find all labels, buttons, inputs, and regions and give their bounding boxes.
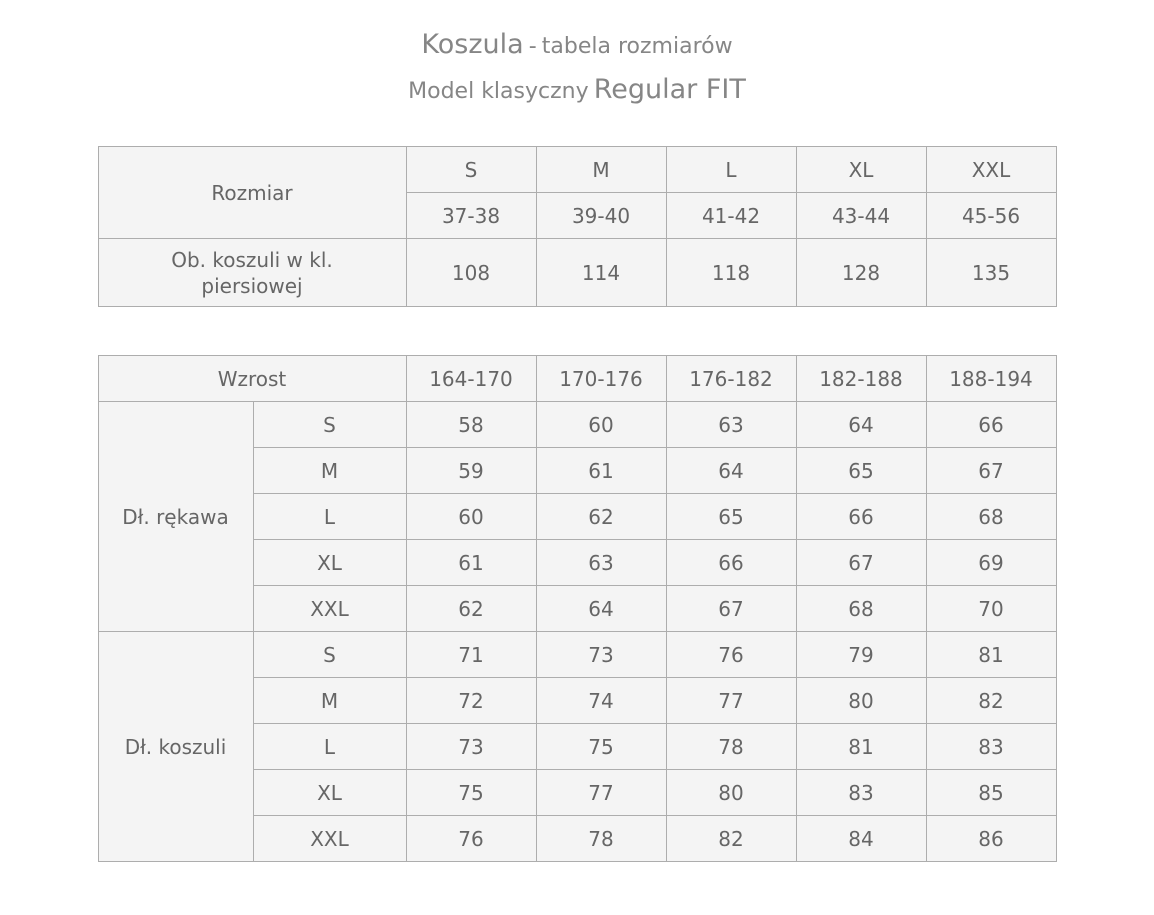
value-cell: 60 — [406, 494, 536, 540]
value-cell: 64 — [666, 448, 796, 494]
value-cell: 86 — [926, 816, 1056, 862]
wzrost-label-cell: Wzrost — [98, 356, 406, 402]
row-size-cell: M — [253, 678, 406, 724]
page-title-line-2 — [0, 69, 1154, 114]
chest-value-cell: 114 — [536, 239, 666, 307]
value-cell: 60 — [536, 402, 666, 448]
value-cell: 80 — [666, 770, 796, 816]
size-column-header: XL — [796, 147, 926, 193]
height-range-header: 176-182 — [666, 356, 796, 402]
collar-range-cell: 37-38 — [406, 193, 536, 239]
chest-value-cell: 108 — [406, 239, 536, 307]
value-cell: 69 — [926, 540, 1056, 586]
value-cell: 65 — [666, 494, 796, 540]
value-cell: 61 — [406, 540, 536, 586]
value-cell: 58 — [406, 402, 536, 448]
value-cell: 73 — [536, 632, 666, 678]
page-title-line-1 — [0, 24, 1154, 69]
height-range-header: 170-176 — [536, 356, 666, 402]
row-size-cell: XXL — [253, 586, 406, 632]
height-range-header: 164-170 — [406, 356, 536, 402]
value-cell: 68 — [796, 586, 926, 632]
value-cell: 81 — [926, 632, 1056, 678]
value-cell: 76 — [666, 632, 796, 678]
value-cell: 82 — [666, 816, 796, 862]
value-cell: 77 — [666, 678, 796, 724]
size-column-header: M — [536, 147, 666, 193]
value-cell: 64 — [536, 586, 666, 632]
height-range-header: 188-194 — [926, 356, 1056, 402]
value-cell: 75 — [536, 724, 666, 770]
value-cell: 74 — [536, 678, 666, 724]
rozmiar-label-cell: Rozmiar — [98, 147, 406, 239]
value-cell: 66 — [796, 494, 926, 540]
table-row — [98, 356, 1056, 402]
size-column-header: L — [666, 147, 796, 193]
title-separator: - — [528, 34, 537, 59]
value-cell: 75 — [406, 770, 536, 816]
measurements-table-body — [98, 402, 1056, 862]
section-label-cell: Dł. rękawa — [98, 402, 253, 632]
page-title — [0, 24, 1154, 114]
chest-value-cell: 118 — [666, 239, 796, 307]
row-size-cell: S — [253, 632, 406, 678]
value-cell: 62 — [536, 494, 666, 540]
value-cell: 61 — [536, 448, 666, 494]
collar-range-cell: 45-56 — [926, 193, 1056, 239]
value-cell: 78 — [666, 724, 796, 770]
value-cell: 81 — [796, 724, 926, 770]
value-cell: 77 — [536, 770, 666, 816]
size-table — [98, 146, 1057, 307]
value-cell: 82 — [926, 678, 1056, 724]
row-size-cell: XL — [253, 770, 406, 816]
title-fit-name: Regular FIT — [593, 74, 746, 105]
size-column-header: XXL — [926, 147, 1056, 193]
value-cell: 76 — [406, 816, 536, 862]
value-cell: 63 — [536, 540, 666, 586]
row-size-cell: M — [253, 448, 406, 494]
value-cell: 79 — [796, 632, 926, 678]
value-cell: 73 — [406, 724, 536, 770]
row-size-cell: XL — [253, 540, 406, 586]
collar-range-cell: 39-40 — [536, 193, 666, 239]
table-row — [98, 147, 1056, 193]
row-size-cell: L — [253, 494, 406, 540]
title-product-name: Koszula — [421, 29, 524, 60]
row-size-cell: S — [253, 402, 406, 448]
value-cell: 85 — [926, 770, 1056, 816]
section-label-cell: Dł. koszuli — [98, 632, 253, 862]
value-cell: 83 — [926, 724, 1056, 770]
chest-label-text: Ob. koszuli w kl. piersiowej — [171, 247, 333, 298]
value-cell: 67 — [666, 586, 796, 632]
chest-value-cell: 128 — [796, 239, 926, 307]
value-cell: 84 — [796, 816, 926, 862]
value-cell: 72 — [406, 678, 536, 724]
height-range-header: 182-188 — [796, 356, 926, 402]
row-size-cell: XXL — [253, 816, 406, 862]
value-cell: 63 — [666, 402, 796, 448]
value-cell: 59 — [406, 448, 536, 494]
table-row — [98, 632, 1056, 678]
value-cell: 68 — [926, 494, 1056, 540]
value-cell: 64 — [796, 402, 926, 448]
collar-range-cell: 43-44 — [796, 193, 926, 239]
value-cell: 65 — [796, 448, 926, 494]
collar-range-cell: 41-42 — [666, 193, 796, 239]
title-subtitle: tabela rozmiarów — [541, 34, 733, 59]
value-cell: 80 — [796, 678, 926, 724]
row-size-cell: L — [253, 724, 406, 770]
value-cell: 70 — [926, 586, 1056, 632]
table-row — [98, 239, 1056, 307]
title-model-text: Model klasyczny — [408, 79, 589, 104]
value-cell: 83 — [796, 770, 926, 816]
value-cell: 66 — [926, 402, 1056, 448]
value-cell: 78 — [536, 816, 666, 862]
value-cell: 66 — [666, 540, 796, 586]
value-cell: 67 — [926, 448, 1056, 494]
value-cell: 67 — [796, 540, 926, 586]
measurements-table — [98, 355, 1057, 862]
value-cell: 71 — [406, 632, 536, 678]
size-column-header: S — [406, 147, 536, 193]
chest-value-cell: 135 — [926, 239, 1056, 307]
value-cell: 62 — [406, 586, 536, 632]
chest-label-cell — [98, 239, 406, 307]
table-row — [98, 402, 1056, 448]
